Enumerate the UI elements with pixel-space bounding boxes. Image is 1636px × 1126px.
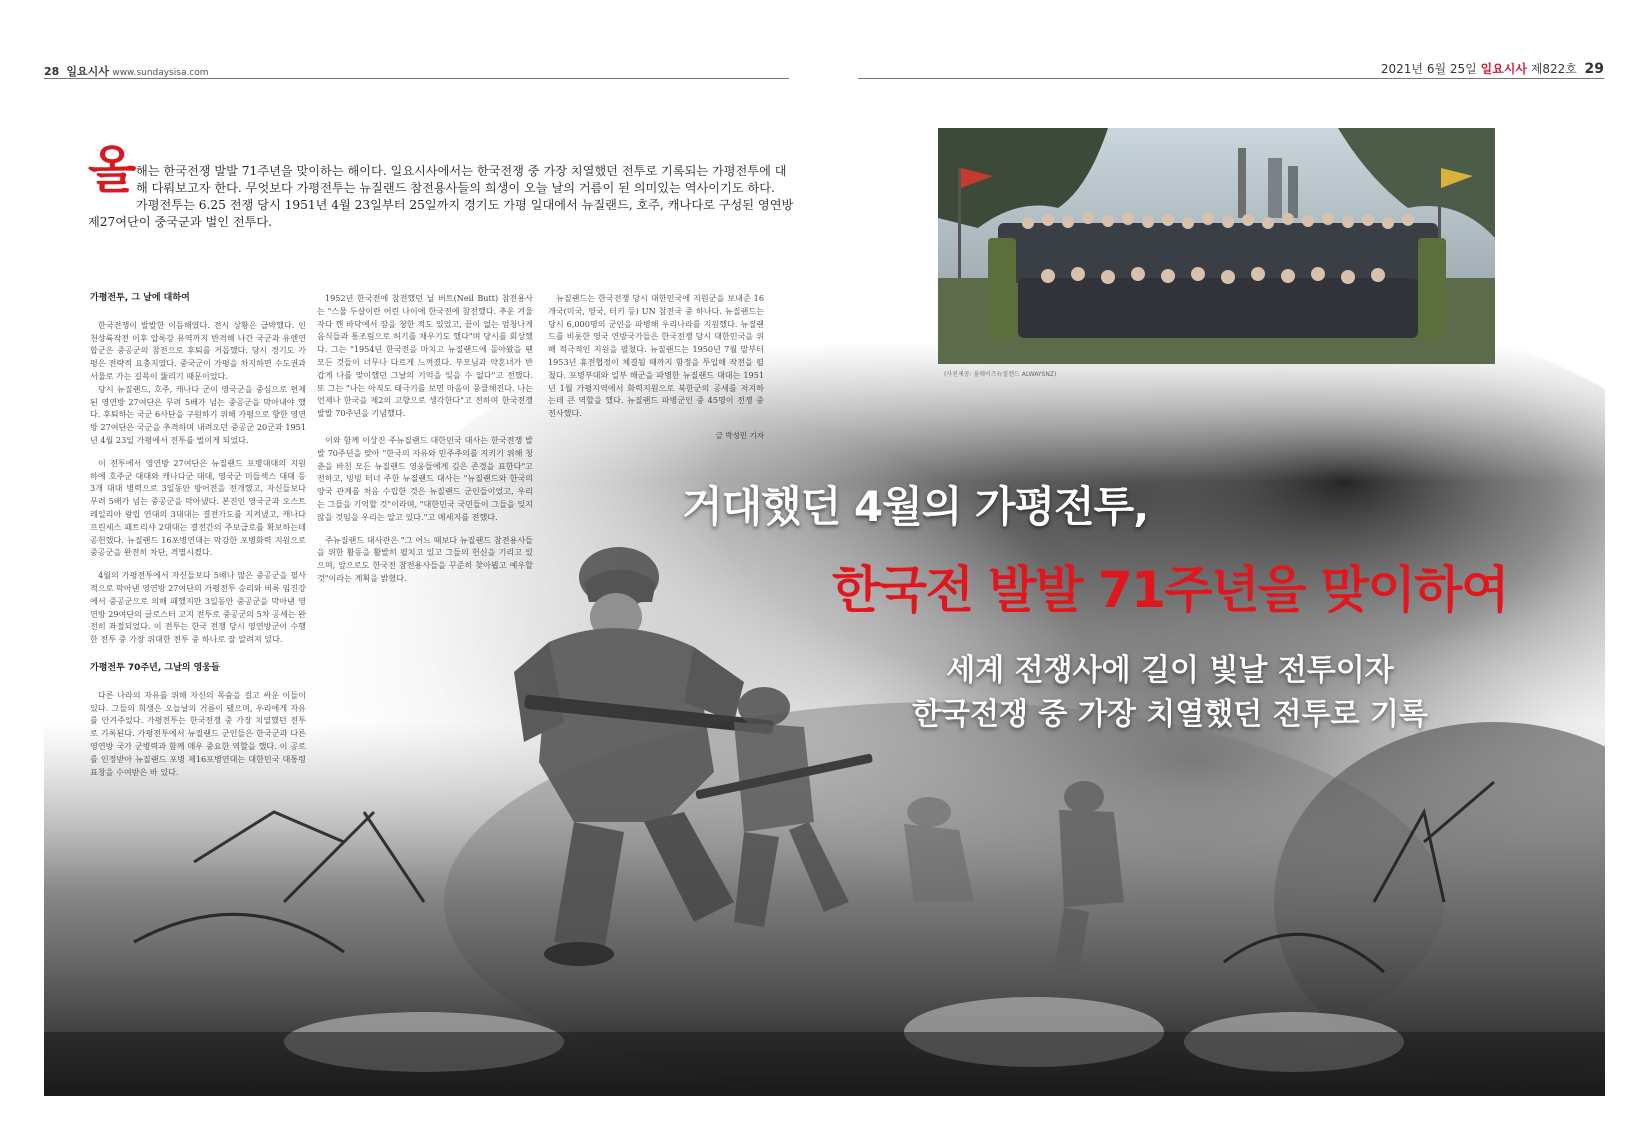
right-page-number: 29 bbox=[1584, 61, 1604, 77]
article-column-2 bbox=[317, 292, 533, 595]
issue-number: 제822호 bbox=[1530, 62, 1577, 76]
right-page-header bbox=[1381, 60, 1604, 77]
left-page-header bbox=[44, 63, 209, 79]
headline-line-1: 거대했던 4월의 가평전투, bbox=[682, 482, 1149, 531]
left-header-rule bbox=[44, 78, 789, 79]
headline-subtitle-line-1: 세계 전쟁사에 길이 빛날 전투이자 bbox=[946, 653, 1394, 688]
lead-line-1: 해는 한국전쟁 발발 71주년을 맞이하는 해이다. 일요시사에서는 한국전쟁 중 가장 치열했던 전투로 기록되는 가평전투에 대 bbox=[136, 164, 787, 178]
lead-line-4: 제27여단이 중국군과 벌인 전투다. bbox=[88, 215, 273, 229]
col2-paragraph-2: 이와 함께 이상진 주뉴질랜드 대한민국 대사는 한국전쟁 발발 70주년을 맞아 "한국의 자유와 민주주의를 지키기 위해 청춘을 바친 모든 뉴질랜드 영웅들에게 깊은 존경을 표한다"고 전하고, 빙빙 터너 주한 뉴질랜드 대사는 "뉴질랜드와 한국의 양국 관계를 처음 수립한 것은 뉴질랜드 군인들이었고, 우리는 그들을 기억할 것"이라며, "대한민국 국민들이 그들을 잊지 않을 것임을 우리는 알고 있다."고 메세지를 전했다. bbox=[317, 434, 533, 522]
subhead-battle-day: 가평전투, 그 날에 대하여 bbox=[90, 293, 190, 303]
col1-paragraph-1: 한국전쟁이 발발한 이듬해였다. 전시 상황은 급박했다. 인천상륙작전 이후 압록강 유역까지 반격해 나간 국군과 유엔연합군은 중공군의 참전으로 후퇴를 거듭했다. 당시 경기도 가평은 전략적 요충지였다. 중국군이 가평을 차지하면 수도권과 서울로 가는 길목이 뚫리기 때문이었다. bbox=[90, 319, 306, 381]
col1-paragraph-5: 다른 나라의 자유를 위해 자신의 목숨을 걸고 싸운 이들이 있다. 그들의 희생은 오늘날의 거름이 됐으며, 우리에게 자유를 안겨주었다. 가평전투는 한국전쟁 중 가장 치열했던 전투로 기록된다. 가평전투에서 뉴질랜드 군인들은 한국군과 다른 영연방 국가 군병력과 함께 매우 중요한 역할을 했다. 이 공로를 인정받아 뉴질랜드 포병 제16포병연대는 대한민국 대통령 표창을 수여받은 바 있다. bbox=[90, 689, 306, 777]
left-brand: 일요시사 bbox=[66, 65, 109, 78]
photo-caption: (사진제공: 올웨이즈뉴질랜드 ALWAYSNZ) bbox=[944, 371, 1057, 378]
col3-paragraph-1: 뉴질랜드는 한국전쟁 당시 대한민국에 지원군을 보내준 16개국(미국, 영국, 터키 등) UN 참전국 중 하나다. 뉴질랜드는 당시 6,000명의 군인을 파병해 우리나라를 지원했다. 뉴질랜드를 비롯한 영국 연방국가들은 한국전쟁 당시 대한민국을 위해 적극적인 지원을 펼쳤다. 뉴질랜드는 1950년 7월 말부터 1953년 휴전협정이 체결될 때까지 함정을 투입해 작전을 펼쳤다. 포병부대와 일부 해군을 파병한 뉴질랜드 대대는 1951년 1월 가평지역에서 화력지원으로 북한군의 공세를 저지하는데 큰 역할을 했다. 뉴질랜드 파병군인 중 45명이 전쟁 중 전사했다. bbox=[548, 293, 764, 419]
byline: 글 박성민 기자 bbox=[715, 430, 764, 440]
article-column-1 bbox=[90, 292, 306, 788]
lead-line-3: 가평전투는 6.25 전쟁 당시 1951년 4월 23일부터 25일까지 경기도 가평 일대에서 뉴질랜드, 호주, 캐나다로 구성된 영연방 bbox=[136, 198, 794, 212]
lead-dropcap: 올 bbox=[88, 140, 137, 199]
col1-paragraph-4: 4월의 가평전투에서 자신들보다 5배나 많은 중공군을 필사적으로 막아낸 영연방 27여단의 가평전투 승리와 비록 임진강에서 중공군으로 의해 패했지만 3일동안 중공군을 막아낸 영연방 29여단의 글로스터 고지 전투로 중공군의 5차 공세는 완전히 좌절되었다. 이 전투는 한국 전쟁 당시 영연방군이 수행한 전투 중 가장 위대한 전투 중 하나로 잘 알려져 있다. bbox=[90, 570, 306, 645]
left-page-number: 28 bbox=[44, 65, 60, 78]
left-url: www.sundaysisa.com bbox=[112, 68, 209, 78]
col1-paragraph-3: 이 전투에서 영연방 27여단은 뉴질랜드 포병대대의 지원 하에 호주군 대대와 캐나다군 대대, 영국군 미들섹스 대대 등 3개 대대 병력으로 3일동안 방어전을 전개했고, 자신들보다 무려 5배가 넘는 중공군을 막아냈다. 본진인 영국군과 오스트레일리아 왕립 연대의 3대대는 결전가도를 지켜냈고, 캐나다 프린세스 패트리샤 2대대는 결전간의 주보급로를 확보하는데 공헌했다. 뉴질랜드 16포병연대는 막강한 포병화력 지원으로 중공군을 완전히 차단, 격멸시켰다. bbox=[90, 457, 306, 558]
right-brand: 일요시사 bbox=[1480, 62, 1527, 76]
issue-date: 2021년 6월 25일 bbox=[1380, 62, 1477, 76]
col2-paragraph-1: 1952년 한국전에 참전했던 닐 버트(Neil Butt) 참전용사는 "스물 두살이란 어린 나이에 한국전에 참전했다. 추운 겨울 자다 깬 바닥에서 잠을 청한 적도 있었고, 끝이 없는 엄청나게 음식들과 통조림으로 허기를 채우기도 했다"며 당시를 회상했다. 그는 "1954년 한국전을 마치고 뉴질랜드에 돌아왔을 땐 모든 것들이 너무나 다르게 느껴졌다. 부모님과 약혼녀가 반갑게 나를 맞이했던 그날의 기억을 잊을 수 없다"고 전했다. 또 그는 "나는 아직도 태극기를 보면 마음이 뭉클해진다. 나는 언제나 한국을 제2의 고향으로 생각한다"고 전하며 한국전쟁 발발 70주년을 기념했다. bbox=[317, 293, 533, 419]
headline-subtitle-line-2: 한국전쟁 중 가장 치열했던 전투로 기록 bbox=[912, 697, 1428, 732]
lead-line-2: 해 다뤄보고자 한다. 무엇보다 가평전투는 뉴질랜드 참전용사들의 희생이 오늘 날의 거름이 된 의미있는 역사이기도 하다. bbox=[136, 181, 775, 195]
lead-paragraph bbox=[88, 163, 794, 231]
right-header-rule bbox=[858, 78, 1604, 79]
subhead-heroes: 가평전투 70주년, 그날의 영웅들 bbox=[90, 662, 220, 673]
ceremony-photo-illustration bbox=[938, 128, 1495, 364]
col2-paragraph-3: 주뉴질랜드 대사관은 "그 어느 때보다 뉴질랜드 참전용사들을 위한 활동을 활발히 펼치고 있고 그들의 헌신을 기리고 있으며, 앞으로도 한국전 참전용사들을 꾸준히 찾아뵙고 예우할 것"이라는 계획을 밝혔다. bbox=[317, 534, 533, 583]
article-column-3 bbox=[548, 292, 764, 443]
headline-line-2: 한국전 발발 71주년을 맞이하여 bbox=[832, 561, 1508, 619]
ceremony-photo bbox=[938, 128, 1495, 364]
col1-paragraph-2: 당시 뉴질랜드, 호주, 캐나다 군이 영국군을 중심으로 편제된 영연방 27여단은 무려 5배가 넘는 중공군을 막아내야 했다. 후퇴하는 국군 6사단을 구원하기 위해 가평으로 향한 영연방 27여단은 국군을 추격하며 내려오던 중공군 20군과 1951년 4월 23일 가평에서 전투를 벌이게 되었다. bbox=[90, 383, 306, 445]
headline-subtitle bbox=[890, 649, 1450, 737]
